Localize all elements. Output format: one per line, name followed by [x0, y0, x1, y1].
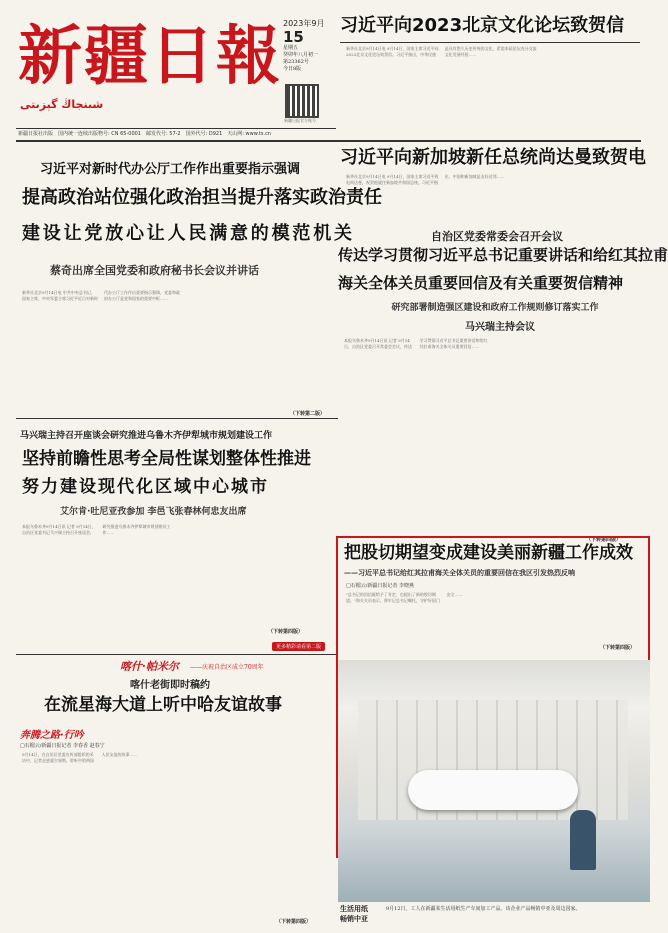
masthead-rule-top — [16, 128, 336, 129]
bottom-byline: □石榴云/新疆日报记者 李春香 赵春宁 — [20, 743, 105, 749]
bottom-body: 9月14日，在自治区党委宣传部组织的采访中，记者走进霍尔果斯，聆听中哈两国人民友谊的故事…… — [22, 752, 138, 763]
feature-subheadline: ——习近平总书记给红其拉甫海关全体关员的重要回信在我区引发热烈反响 — [344, 568, 575, 577]
bottom-kicker: 喀什老街即时稿约 — [130, 680, 210, 691]
lead-kicker: 习近平对新时代办公厅工作作出重要指示强调 — [40, 162, 301, 177]
factory-photo — [338, 660, 650, 902]
lead-subheadline: 蔡奇出席全国党委和政府秘书长会议并讲话 — [50, 264, 259, 277]
side-headline-line2: 海关全体关员重要回信及有关重要贺信精神 — [338, 274, 624, 292]
photo-label — [340, 904, 380, 924]
masthead-meta: 新疆日报社出版 国内统一连续出版物号: CN 65-0001 邮发代号: 57-2 国外代号: D921 天山网: www.ts.cn — [18, 131, 272, 137]
feature-more: （下转第四版） — [600, 645, 636, 651]
divider-lower-left — [16, 654, 336, 655]
left-subheadline: 艾尔肯·吐尼亚孜参加 李邑飞张春林何忠友出席 — [60, 507, 247, 517]
qr-caption: 新疆日报官方账号 — [284, 118, 316, 123]
left-kicker: 马兴瑞主持召开座谈会研究推进乌鲁木齐伊犁城市规划建设工作 — [20, 431, 273, 441]
photo-caption: 9月12日，工人在新疆某生活用纸生产车间加工产品。该企业产品畅销中亚及周边国家。 — [386, 906, 581, 912]
masthead-day: 15 — [283, 28, 304, 46]
photo-worker — [570, 810, 596, 870]
left-headline-line2: 努力建设现代化区域中心城市 — [22, 477, 269, 497]
masthead-weekday: 星期五 — [283, 45, 299, 51]
second-story-headline: 习近平向新加坡新任总统尚达曼致贺电 — [340, 147, 646, 168]
side-presider: 马兴瑞主持会议 — [465, 322, 535, 333]
qr-code — [285, 84, 319, 118]
bottom-banner-sub: ——庆祝自治区成立70周年 — [190, 664, 264, 671]
side-kicker: 自治区党委常委会召开会议 — [431, 230, 563, 243]
masthead-date-block — [283, 18, 335, 73]
top-story-headline: 习近平向2023北京文化论坛致贺信 — [340, 15, 625, 36]
lead-headline-line2: 建设让党放心让人民满意的模范机关 — [22, 223, 355, 244]
lead-headline-line1: 提高政治站位强化政治担当提升落实政治责任 — [22, 187, 382, 208]
left-headline-line1: 坚持前瞻性思考全局性谋划整体性推进 — [22, 449, 311, 469]
left-more: （下转第四版） — [268, 629, 304, 635]
lead-body: 新华社北京9月14日电 中共中央总书记、国家主席、中央军委主席习近平近日对新时代办公厅工作作出重要指示强调，党委和政府办公厅是党和国家的重要中枢…… — [22, 290, 180, 301]
feature-headline: 把股切期望变成建设美丽新疆工作成效 — [344, 543, 633, 563]
feature-byline: □石榴云/新疆日报记者 李晓燕 — [346, 583, 414, 589]
feature-body: "总书记的回信既给予了肯定，也提出了新的殷切期望。"海关关员表示，将牢记总书记嘱托，守护好国门安全…… — [346, 592, 463, 603]
divider-mid — [16, 418, 338, 419]
top-story-body: 新华社北京9月14日电 9月14日，国家主席习近平向2023北京文化论坛致贺信。习近平指出，中华民族是具有悠久历史传统的文化，希望本届论坛充分交流文化发展经验…… — [346, 46, 537, 57]
masthead-uyghur-title: شىنجاڭ گېزىتى — [20, 98, 104, 111]
masthead-pages: 今日8版 — [283, 66, 302, 72]
masthead-date-line: 2023年9月 — [283, 19, 325, 28]
masthead-issue: 第23362号 — [283, 59, 309, 65]
photo-label-line1: 生活用纸 — [340, 905, 368, 913]
side-headline-line1: 传达学习贯彻习近平总书记重要讲话和给红其拉甫 — [338, 246, 668, 264]
photo-label-line2: 畅销中亚 — [340, 915, 368, 923]
side-more: （下转第四版） — [586, 537, 622, 543]
bottom-column: 奔腾之路·行吟 — [20, 730, 84, 741]
second-story-body: 新华社北京9月14日电 9月14日，国家主席习近平致电尚达曼，祝贺他就任新加坡共和国总统。习近平指出，中国和新加坡是友好近邻…… — [346, 174, 505, 185]
left-badge[interactable]: 更多精彩请看第二版 — [272, 642, 325, 651]
left-body: 本报乌鲁木齐9月14日讯 记者 9月14日，自治区党委书记马兴瑞主持召开座谈会，研究推进乌鲁木齐伊犁城市规划建设工作…… — [22, 524, 171, 535]
lead-more: （下转第二版） — [290, 411, 326, 417]
top-story-rule — [340, 42, 640, 43]
masthead-rule-bottom — [16, 140, 641, 142]
side-body: 本报乌鲁木齐9月14日讯 记者 9月14日，自治区党委召开常委会会议，传达学习贯彻习近平总书记重要讲话和给红其拉甫海关全体关员重要回信…… — [344, 338, 488, 349]
bottom-banner: 喀什·帕米尔 — [120, 660, 179, 673]
photo-paper-roll — [408, 770, 578, 810]
masthead-lunar: 癸卯年八月初一 — [283, 52, 319, 58]
bottom-more: （下转第四版） — [276, 919, 312, 925]
side-subheadline: 研究部署制造强区建设和政府工作规则修订落实工作 — [391, 303, 599, 313]
masthead-title: 新疆日報 — [18, 19, 282, 94]
bottom-headline: 在流星海大道上听中哈友谊故事 — [44, 695, 282, 715]
